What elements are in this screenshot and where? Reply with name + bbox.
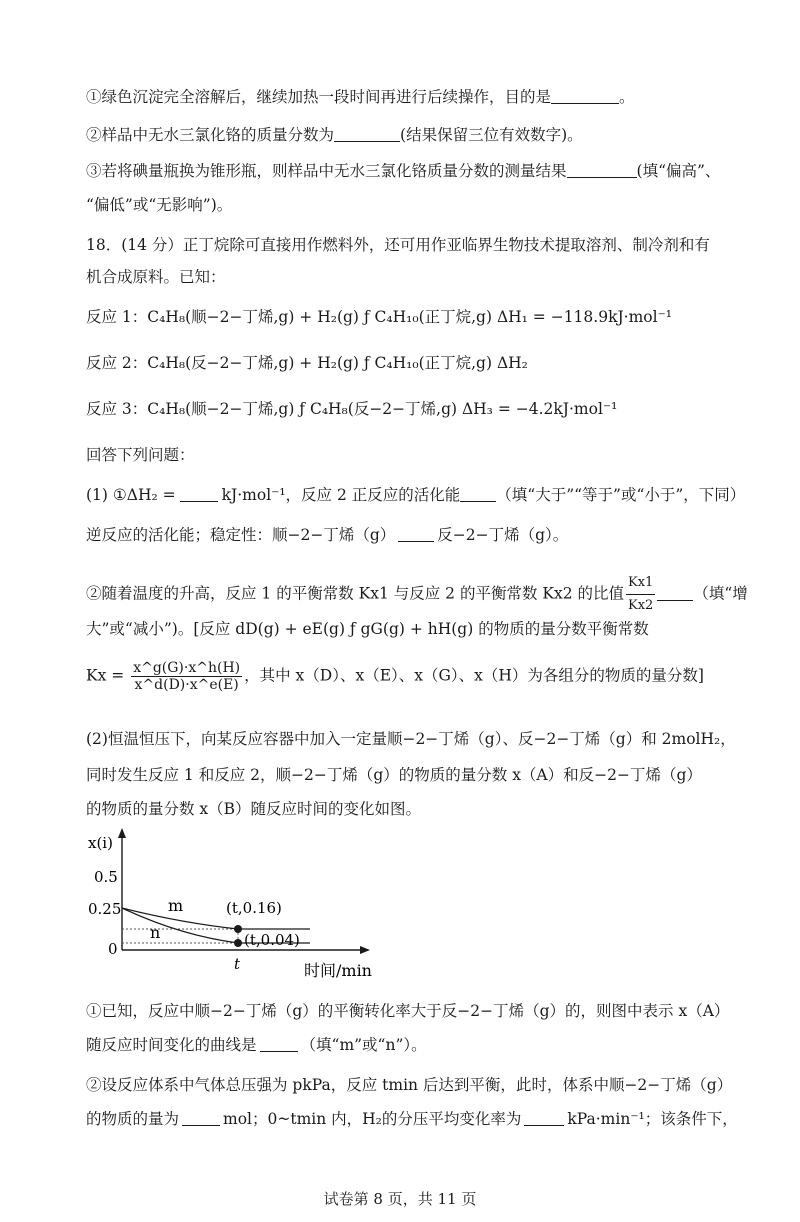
part-1-line-2: 逆反应的活化能；稳定性：顺−2−丁烯（g） 反−2−丁烯（g）。 xyxy=(86,526,569,544)
part-3-line-3: 的物质的量分数 x（B）随反应时间的变化如图。 xyxy=(86,800,422,818)
answer-prompt: 回答下列问题： xyxy=(86,446,195,464)
reaction-3: 反应 3：C₄H₈(顺−2−丁烯,g) ƒ C₄H₈(反−2−丁烯,g) ΔH₃ = −4.2kJ·mol⁻¹ xyxy=(86,400,618,418)
page-footer: 试卷第 8 页，共 11 页 xyxy=(323,1190,477,1208)
part-1-line-1: (1) ①ΔH₂ = kJ·mol⁻¹，反应 2 正反应的活化能 （填“大于”“等于”或“小于”，下同） xyxy=(86,486,746,504)
part-3-line-2: 同时发生反应 1 和反应 2，顺−2−丁烯（g）的物质的量分数 x（A）和反−2−丁烯（g） xyxy=(86,766,702,784)
annotation-n: (t,0.04) xyxy=(244,931,300,949)
annotation-m: (t,0.16) xyxy=(226,899,282,917)
series-label-m: m xyxy=(168,896,184,915)
y-axis-arrow xyxy=(118,828,126,838)
part-3-line-1: (2)恒温恒压下，向某反应容器中加入一定量顺−2−丁烯（g）、反−2−丁烯（g）和 2molH₂， xyxy=(86,730,736,748)
part-4-line-2: 随反应时间变化的曲线是 （填“m”或“n”）。 xyxy=(86,1036,427,1054)
part-5-line-2: 的物质的量为 mol；0~tmin 内，H₂的分压平均变化率为 kPa·min⁻¹；该条件下， xyxy=(86,1110,738,1128)
part-5-line-1: ②设反应体系中气体总压强为 pkPa，反应 tmin 后达到平衡，此时，体系中顺−2−丁烯（g） xyxy=(86,1076,733,1094)
question-18-cont: 机合成原料。已知： xyxy=(86,268,226,286)
line-flask-change: ③若将碘量瓶换为锥形瓶，则样品中无水三氯化铬质量分数的测量结果 (填“偏高”、 xyxy=(86,162,721,180)
part-2-line-2: 大”或“减小”)。[反应 dD(g) + eE(g) ƒ gG(g) + hH(g) 的物质的量分数平衡常数 xyxy=(86,620,649,638)
kx-formula: Kx = $\frac{x\^{}g(G)\cdot x\^{}h(H)}{x\^{}d(D)\cdot x\^{}e(E)}$ ，其中 x（D）、x（E）、x（G）、x（H）为各组分的物质的量分数] xyxy=(86,660,704,693)
line-options: “偏低”或“无影响”)。 xyxy=(86,196,233,214)
point-m xyxy=(234,925,242,933)
reaction-1: 反应 1：C₄H₈(顺−2−丁烯,g) + H₂(g) ƒ C₄H₁₀(正丁烷,g) ΔH₁ = −118.9kJ·mol⁻¹ xyxy=(86,308,672,326)
point-n xyxy=(234,939,242,947)
question-18-header: 18．(14 分）正丁烷除可直接用作燃料外，还可用作亚临界生物技术提取溶剂、制冷剂和有 xyxy=(86,236,710,254)
line-mass-fraction: ②样品中无水三氯化铬的质量分数为 (结果保留三位有效数字)。 xyxy=(86,126,583,144)
line-purpose: ①绿色沉淀完全溶解后，继续加热一段时间再进行后续操作，目的是 。 xyxy=(86,88,635,106)
mole-fraction-chart xyxy=(80,826,400,986)
y-tick-0.5: 0.5 xyxy=(94,868,118,886)
part-4-line-1: ①已知，反应中顺−2−丁烯（g）的平衡转化率大于反−2−丁烯（g）的，则图中表示 x（A） xyxy=(86,1002,730,1020)
part-2-line-1: ②随着温度的升高，反应 1 的平衡常数 Kx1 与反应 2 的平衡常数 Kx2 的比值 $\frac{Kx1}{Kx2}$ （填“增 xyxy=(86,572,748,617)
x-tick-t: t xyxy=(234,955,241,973)
y-axis-label: x(i) xyxy=(88,834,113,852)
y-tick-0.25: 0.25 xyxy=(88,900,122,918)
reaction-2: 反应 2：C₄H₈(反−2−丁烯,g) + H₂(g) ƒ C₄H₁₀(正丁烷,g) ΔH₂ xyxy=(86,354,528,372)
y-tick-0: 0 xyxy=(108,940,118,958)
x-axis-label: 时间/min xyxy=(304,961,372,980)
series-label-n: n xyxy=(150,923,161,942)
x-axis-arrow xyxy=(360,946,370,954)
